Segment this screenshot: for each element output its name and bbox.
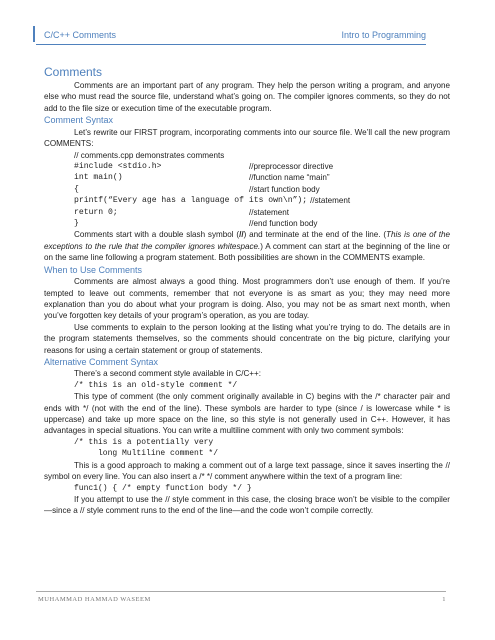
code-text: #include <stdio.h> [74, 161, 162, 171]
header-accent-bar [33, 26, 35, 42]
alt-paragraph-2: This is a good approach to making a comment out of a large text passage, since it saves inserting the // symbol on every line. You can also insert a /* */ comment anywhere within the text of a program line: [44, 460, 450, 482]
code-row [44, 161, 450, 172]
alt-intro-paragraph: There’s a second comment style available in C/C++: [74, 369, 261, 379]
code-text: int main() [74, 173, 123, 183]
func-code: func1() { /* empty function body */ } [74, 483, 252, 493]
old-style-comment-code: /* this is an old-style comment */ [74, 380, 238, 390]
footer-author: MUHAMMAD HAMMAD WASEEM [38, 596, 151, 603]
code-row [44, 184, 450, 195]
code-comment: //function name “main” [249, 173, 330, 183]
header-right-title: Intro to Programming [341, 30, 426, 40]
code-comment: //preprocessor directive [249, 161, 334, 171]
comment-rules-paragraph: Comments start with a double slash symbol (//) and terminate at the end of the line. (This is one of the exceptions to the rule that the compiler ignores whitespace.) A comment can start at the beginning of the line or on the same line following a program statement. Both possibilities are shown in the COMMENTS example. [44, 230, 450, 263]
code-row [44, 195, 450, 206]
footer-page-number: 1 [442, 596, 446, 603]
code-row [44, 207, 450, 218]
when-paragraph-2: Use comments to explain to the person looking at the listing what you’re trying to do. The details are in the program statements themselves, so the comments should concentrate on the big picture, clarifying your reasons for using a certain statement or group of statements. [44, 322, 450, 355]
code-first-line: // comments.cpp demonstrates comments [74, 150, 225, 160]
section-title: Comments [44, 65, 103, 79]
syntax-intro-paragraph: Let’s rewrite our FIRST program, incorporating comments into our source file. We’ll call the new program COMMENTS: [44, 127, 450, 149]
syntax-heading: Comment Syntax [44, 115, 114, 126]
code-row [44, 172, 450, 183]
multiline-code-1: /* this is a potentially very [74, 437, 214, 447]
alt-paragraph-3: If you attempt to use the // style comment in this case, the closing brace won’t be visible to the compiler—since a // style comment runs to the end of the line—and the code won’t compile correctly. [44, 494, 450, 516]
code-row [44, 218, 450, 229]
code-text: } [74, 218, 79, 228]
code-comment: //end function body [249, 218, 318, 228]
multiline-code-2: long Multiline comment */ [74, 449, 219, 459]
code-text: printf(“Every age has a language of its own\n”); [74, 196, 308, 206]
code-listing [44, 161, 450, 229]
code-text: { [74, 184, 79, 194]
alt-paragraph-1: This type of comment (the only comment originally available in C) begins with the /* character pair and ends with */ (not with the end of the line). These symbols are harder to type (since / is lowercase while * is uppercase) and take up more space on the line, so this style is not generally used in C++. However, it has advantages in special situations. You can write a multiline comment with only two comment symbols: [44, 392, 450, 436]
intro-paragraph: Comments are an important part of any program. They help the person writing a program, and anyone else who must read the source file, understand what’s going on. The compiler ignores comments, so they do not add to the file size or execution time of the executable program. [44, 81, 450, 113]
header-left-title: C/C++ Comments [44, 30, 117, 40]
code-text: return 0; [74, 207, 118, 217]
code-comment: //start function body [249, 184, 320, 194]
page-header [36, 26, 426, 45]
when-heading: When to Use Comments [44, 264, 143, 275]
document-body [44, 64, 450, 517]
code-comment: //statement [249, 207, 290, 217]
page-footer [36, 591, 446, 603]
when-paragraph-1: Comments are almost always a good thing. Most programmers don’t use enough of them. If you’re tempted to leave out comments, remember that not everyone is as smart as you; they may need more explanation than you do about what your program is doing. Also, you may not be as smart next month, when you’ve forgotten key details of your program’s operation, as you are today. [44, 277, 450, 321]
code-comment: //statement [310, 196, 351, 206]
alt-heading: Alternative Comment Syntax [44, 356, 159, 367]
